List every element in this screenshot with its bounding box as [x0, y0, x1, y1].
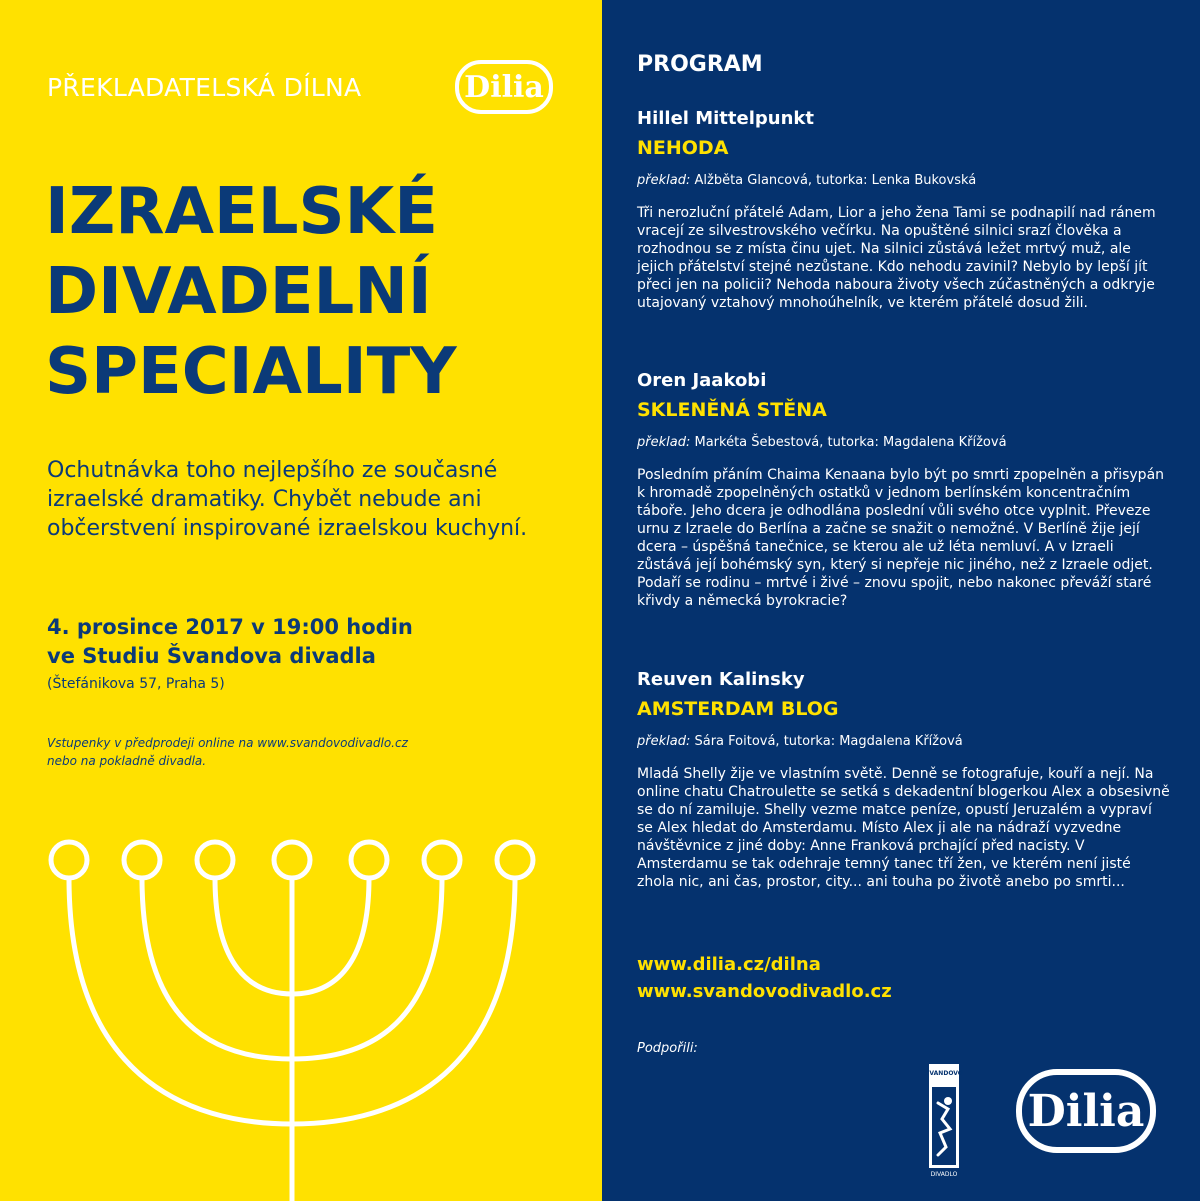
play-description: Mladá Shelly žije ve vlastním světě. Denně se fotografuje, kouří a nejí. Na online chatu Chatroulette se setká s dekadentní blogerkou Alex a obsesivně se do ní zamiluje. Shelly vezme matce peníze, opustí Jeruzalém a vypraví se Alex hledat do Amsterdamu. Místo Alex ji ale na nádraží vyzvedne návštěvnice z jiné doby: Anne Franková prchající před nacisty. V Amsterdamu se tak odehraje temný tanec tří žen, ve kterém není jisté zhola nic, ani čas, prostor, city... ani touha po životě anebo po smrti... [637, 766, 1170, 890]
dilia-logo-large [1015, 1068, 1157, 1154]
dilia-logo-large-text: Dilia [1027, 1086, 1145, 1137]
tickets-info [47, 734, 507, 770]
intro-text: Ochutnávka toho nejlepšího ze současné izraelské dramatiky. Chybět nebude ani občerstvení inspirované izraelskou kuchyní. [47, 458, 528, 541]
play-description: Tři nerozluční přátelé Adam, Lior a jeho žena Tami se podnapilí nad ránem vracejí ze silvestrovského večírku. Na opuštěné silnici srazí člověka a rozhodnou se z místa činu ujet. Na silnici zůstává ležet mrtvý muž, ale jejich přátelství stejné nezůstane. Kdo nehodu zavinil? Nebylo by lepší jít přeci jen na policii? Nehoda naboura životy všech zúčastněných a odkryje utajovaný vztahový mnohoúhelník, ve kterém přátelé dosud žili. [637, 205, 1156, 311]
dilia-link[interactable]: www.dilia.cz/dilna [637, 954, 821, 975]
tickets-line: Vstupenky v předprodeji online na www.svandovodivadlo.cz [47, 736, 408, 750]
play-item [637, 667, 1177, 891]
svandovo-logo-bottom-text: DIVADLO [930, 1171, 958, 1178]
play-description: Posledním přáním Chaima Kenaana bylo být po smrti zpopelněn a přisypán k hromadě zpopelněných ostatků v jednom berlínském koncentračním táboře. Jeho dcera je odhodlána poslední vůli svého otce vyplnit. Převeze urnu z Izraele do Berlína a začne se snažit o nemožné. V Berlíně žije její dcera – úspěšná tanečnice, se kterou ale už léta nemluví. A v Izraeli zůstává její bohémský syn, který si nepřeje nic jiného, než z Izraele odjet. Podaří se rodinu – mrtvé i živé – znovu spojit, nebo nakonec převáží staré křivdy a německá byrokracie? [637, 467, 1165, 609]
play-credits [637, 171, 1177, 190]
title-line: IZRAELSKÉ [45, 175, 438, 249]
credits-names: Sára Foitová, tutorka: Magdalena Křížová [694, 734, 963, 749]
credits-label: překlad: [637, 173, 691, 188]
credits-label: překlad: [637, 435, 691, 450]
credits-label: překlad: [637, 734, 691, 749]
title-line: DIVADELNÍ [45, 255, 432, 329]
venue-address: (Štefánikova 57, Praha 5) [47, 676, 225, 692]
venue-line: ve Studiu Švandova divadla [47, 644, 376, 668]
play-credits [637, 433, 1177, 452]
play-credits [637, 732, 1177, 751]
credits-names: Markéta Šebestová, tutorka: Magdalena Křížová [694, 435, 1007, 450]
menorah-icon [44, 824, 564, 1204]
play-title: AMSTERDAM BLOG [637, 698, 839, 720]
links [637, 951, 892, 1005]
play-item [637, 368, 1177, 610]
workshop-label: PŘEKLADATELSKÁ DÍLNA [47, 73, 362, 102]
play-author: Oren Jaakobi [637, 370, 767, 391]
play-title: NEHODA [637, 137, 729, 159]
credits-names: Alžběta Glancová, tutorka: Lenka Bukovská [694, 173, 977, 188]
supported-label: Podpořili: [637, 1041, 698, 1056]
svandovo-divadlo-logo [925, 1063, 963, 1178]
play-author: Reuven Kalinsky [637, 669, 805, 690]
play-author: Hillel Mittelpunkt [637, 108, 814, 129]
date-line: 4. prosince 2017 v 19:00 hodin [47, 615, 413, 639]
main-title [45, 172, 457, 412]
svandovo-logo-top-text: ŠVANDOVO [925, 1070, 963, 1077]
play-title: SKLENĚNÁ STĚNA [637, 399, 827, 421]
title-line: SPECIALITY [45, 335, 457, 409]
tickets-line: nebo na pokladně divadla. [47, 754, 207, 768]
svandovo-link[interactable]: www.svandovodivadlo.cz [637, 981, 892, 1002]
right-panel [602, 0, 1200, 1201]
dilia-logo-small-text: Dilia [464, 70, 544, 105]
play-item [637, 106, 1177, 312]
event-date [47, 613, 413, 671]
dilia-logo-small [454, 59, 554, 115]
program-title: PROGRAM [637, 52, 763, 77]
